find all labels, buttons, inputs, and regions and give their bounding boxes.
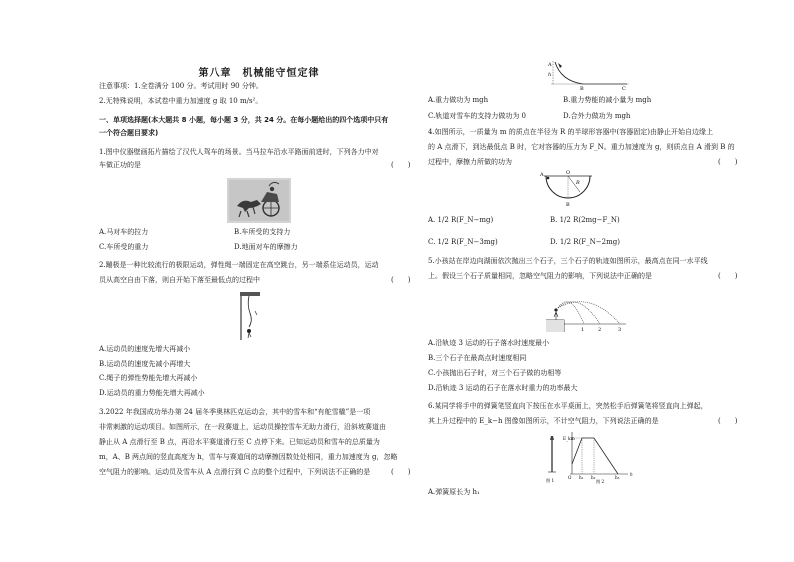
q4-stem-2: 的 A 点滑下，到达最低点 B 时，它对容器的压力为 F_N。重力加速度为 g，则质点自 A 滑到 B 的 (428, 143, 735, 151)
q3-option-a: A.重力做功为 mgh (428, 96, 489, 104)
q3-stem-4: m，A、B 两点间的竖直高度为 h，雪车与赛道间的动摩擦因数处处相同，重力加速度为 g，忽略 (99, 453, 398, 461)
q6-stem-2: 其上升过程中的 E_k−h 图像如图所示，不计空气阻力，下列说法正确的是 (428, 417, 659, 425)
chapter-title: 第八章 机械能守恒定律 (198, 68, 320, 79)
q4-stem-3: 过程中，摩擦力所做的功为 (428, 158, 512, 166)
q5-option-a: A.沿轨迹 3 运动的石子落水时速度最小 (428, 339, 550, 347)
q2-option-a: A.运动员的速度先增大再减小 (99, 345, 191, 353)
q5-option-d: D.沿轨迹 3 运动的石子在落水时重力的功率最大 (428, 384, 578, 392)
q3-stem-3: 静止从 A 点滑行至 B 点，再沿水平赛道滑行至 C 点停下来。已知运动员和雪车的总质量为 (99, 438, 380, 446)
q4-label-r: R (576, 180, 580, 186)
q3-option-c: C.轨道对雪车的支持力做功为 0 (428, 112, 527, 120)
q5-stone-trajectory-figure (546, 284, 626, 332)
q5-option-c: C.小孩抛出石子时，对三个石子做的功相等 (428, 369, 562, 377)
q4-option-c: C. 1/2 R(F_N−3mg) (428, 238, 498, 246)
q2-stem: 2.蹦极是一种比较流行的极限运动，弹性绳一端固定在高空跳台，另一端系住运动员，运动 (99, 261, 379, 269)
q5-label-2: 2 (598, 327, 602, 332)
q6-caption-fig1: 图 1 (546, 478, 555, 483)
q6-label-h1: h₁ (579, 475, 584, 480)
q6-option-a: A.弹簧原长为 h₁ (428, 488, 480, 496)
q1-stem: 1.图中仪器壁画拓片描绘了汉代人驾车的场景。当马拉车沿水平路面前进时，下列各力中对 (99, 148, 379, 156)
note-1: 注意事项：1.全卷满分 100 分。考试用时 90 分钟。 (99, 82, 263, 90)
q6-spring-pen-figure (538, 428, 648, 484)
q3-label-h: h (548, 72, 552, 78)
q6-answer-blank: ( ) (718, 417, 738, 425)
q4-option-b: B. 1/2 R(2mg−F_N) (550, 216, 620, 224)
q1-answer-blank: ( ) (391, 161, 411, 169)
q2-bungee-figure (239, 291, 261, 341)
q5-label-3: 3 (618, 327, 622, 332)
q3-slope-figure (543, 57, 633, 91)
q6-label-h2: h₂ (591, 475, 596, 480)
q6-label-h3: h₃ (615, 475, 620, 480)
q5-option-b: B.三个石子在最高点时速度相同 (428, 354, 527, 362)
q1-option-d: D.地面对车的摩擦力 (234, 243, 298, 251)
q5-stem-1: 5.小孩站在岸边向湖面依次抛出三个石子，三个石子的轨迹如图所示，最高点在同一水平线 (428, 257, 708, 265)
q6-label-o: O (568, 475, 572, 480)
q1-stem-cont: 车做正功的是 (99, 161, 141, 169)
q3-answer-blank: ( ) (391, 468, 411, 476)
section-1-heading-cont: 一个符合题目要求) (99, 129, 159, 137)
q2-option-c: C.绳子的弹性势能先增大再减小 (99, 374, 198, 382)
q6-label-ekm: E_km (563, 436, 575, 441)
q4-hemisphere-figure (538, 170, 598, 208)
q5-label-1: 1 (581, 327, 585, 332)
q4-option-d: D. 1/2 R(F_N−2mg) (550, 238, 620, 246)
q3-label-a: A (548, 62, 552, 68)
q5-stem-2: 上。假设三个石子质量相同，忽略空气阻力的影响，下列说法中正确的是 (428, 272, 652, 280)
q1-option-b: B.车所受的支持力 (234, 228, 291, 236)
q2-option-d: D.运动员的重力势能先增大再减小 (99, 389, 205, 397)
q4-label-b: B (566, 202, 570, 208)
q3-stem-1: 3.2022 年我国成功举办第 24 届冬季奥林匹克运动会，其中的雪车和“有舵雪橇”是一项 (99, 408, 371, 416)
q3-stem-5: 空气阻力的影响。运动员及雪车从 A 点滑行到 C 点的整个过程中，下列说法不正确的是 (99, 468, 371, 476)
q2-answer-blank: ( ) (391, 276, 411, 284)
q3-option-d: D.合外力做功为 mgh (563, 112, 631, 120)
q3-label-b: B (580, 86, 584, 91)
q4-option-a: A. 1/2 R(F_N−mg) (428, 216, 494, 224)
q1-option-c: C.车所受的重力 (99, 243, 149, 251)
q3-stem-2: 非常刺激的运动项目。如图所示，在一段赛道上，运动员操控雪车无助力滑行，沿斜坡赛道由 (99, 423, 386, 431)
q5-answer-blank: ( ) (718, 272, 738, 280)
q1-chariot-figure (227, 178, 291, 223)
q2-stem-cont: 员从高空自由下落，则自开始下落至最低点的过程中 (99, 276, 260, 284)
section-1-heading: 一、单项选择题(本大题共 8 小题，每小题 3 分，共 24 分。在每小题给出的四个选项中只有 (99, 116, 389, 124)
q2-option-b: B.运动员的速度先减小再增大 (99, 360, 191, 368)
q4-stem-1: 4.如图所示，一质量为 m 的质点在半径为 R 的半球形容器中(容器固定)由静止开始自边缘上 (428, 128, 713, 136)
q4-label-a: A (540, 172, 544, 178)
note-2: 2.无特殊说明，本试卷中重力加速度 g 取 10 m/s²。 (99, 97, 263, 105)
q6-stem-1: 6.某同学将手中的弹簧笔竖直向下按压在水平桌面上，突然松手后弹簧笔将竖直向上弹起， (428, 402, 708, 410)
q3-label-c: C (622, 86, 626, 91)
q6-label-h: h (630, 472, 633, 477)
q3-option-b: B.重力势能的减小量为 mgh (563, 96, 652, 104)
q1-option-a: A.马对车的拉力 (99, 228, 149, 236)
q6-caption-fig2: 图 2 (596, 479, 605, 484)
q4-label-o: O (566, 170, 571, 176)
q4-answer-blank: ( ) (718, 158, 738, 166)
